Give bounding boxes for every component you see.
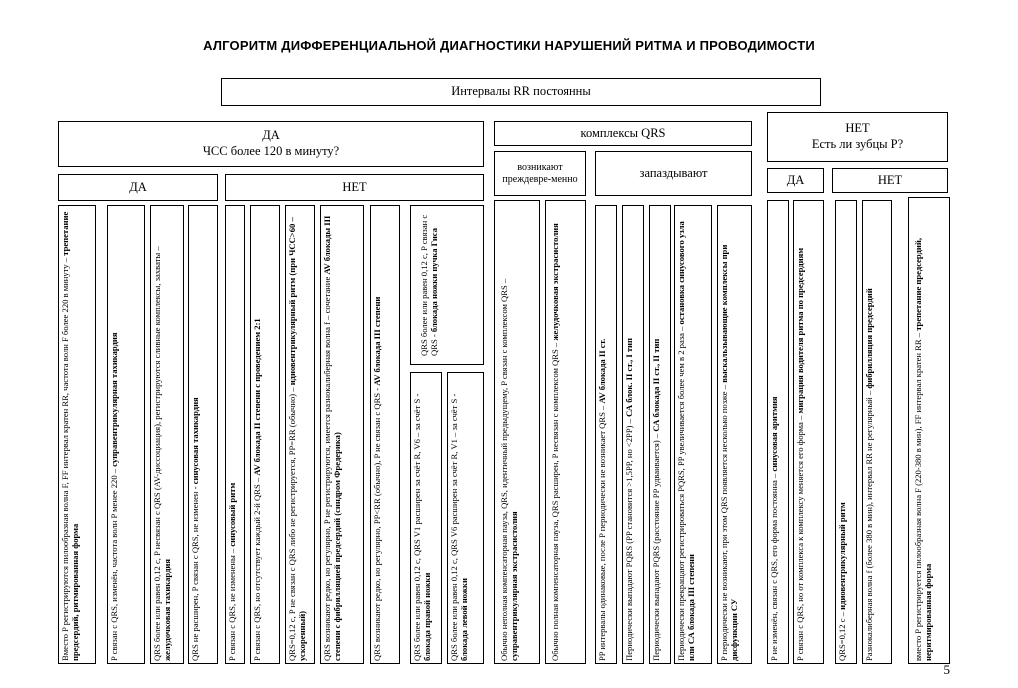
leaf-rbbb: QRS более или равен 0,12 с, QRS V1 расширен за счёт R, V6 – за счёт S - блокада правой ножки: [410, 372, 442, 664]
leaf-sa-block-type2: Периодически выпадают PQRS (расстояние PP удваивается) – СА блокада II ст., II тип: [649, 205, 671, 664]
qrs-label: комплексы QRS: [580, 125, 666, 140]
premature-label: возникают преждевре-менно: [502, 162, 578, 185]
hr-no-box: [225, 174, 484, 201]
hr-yes-label: ДА: [129, 179, 147, 194]
delayed-label: запаздывают: [639, 165, 708, 180]
page-number: 5: [943, 662, 950, 677]
leaf-sv-extrasystole: Обычно неполная компенсаторная пауза, QRS, идентичный предыдущему, P связан с комплексом QRS – суправентрикулярная экстрасистолия: [494, 200, 540, 664]
p-question: Есть ли зубцы P?: [811, 137, 904, 151]
p-no-label: НЕТ: [877, 172, 903, 187]
leaf-bundle-branch-block: [410, 205, 484, 365]
leaf-av-block-2-1: P связан с QRS, но отсутствует каждый 2-й QRS – AV блокада II степени с проведением 2:1: [250, 205, 280, 664]
leaf-text: QRS более или равен 0,12 с, P связан с QRS - блокада ножки пучка Гиса: [419, 214, 439, 356]
leaf-vt: QRS более или равен 0,12 с, P несвязан с QRS (AV-диссоциация), регистрируются сливные комплексы, захваты – желудочковая тахикардия: [150, 205, 184, 664]
leaf-idioventricular: QRS=0,12 с, P не связан с QRS либо не регистрируется, PP=RR (обычно) – идиовентрикулярный ритм (при ЧСС>60 – ускоренный): [285, 205, 315, 664]
leaf-atrial-fibrillation: Разнокалиберная волна f (более 380 в мин), интервал RR не регулярный – фибрилляция предсердий: [862, 200, 892, 664]
leaf-frederick-syndrome: QRS возникают редко, но регулярно, P не регистрируются, имеется разнокалиберная волна f – сочетание AV блокады III степени с фибрилляцией предсердий (синдром Фредерика): [320, 205, 364, 664]
yes-label: ДА: [262, 128, 280, 143]
leaf-idioventricular-rhythm: QRS=0,12 с – идиовентрикулярный ритм: [835, 200, 857, 664]
no-label: НЕТ: [845, 121, 870, 136]
leaf-v-extrasystole: Обычно полная компенсаторная пауза, QRS расширен, P несвязан с комплексом QRS – желудочковая экстрасистолия: [545, 200, 586, 664]
root-label: Интервалы RR постоянны: [451, 84, 591, 99]
qrs-complexes-box: [494, 121, 752, 146]
delayed-box: [595, 151, 752, 196]
p-question-box: [767, 112, 948, 162]
leaf-sinus-arrest: Периодически прекращают регистрироваться PQRS, PP увеличивается более чем в 2 раза – остановка синусового узла или СА блокада III степени: [674, 205, 712, 664]
leaf-svt: P связан с QRS, изменён, частота волн P менее 220 – суправентрикулярная тахикардия: [107, 205, 145, 664]
p-yes-box: [767, 168, 824, 193]
leaf-sinus-rhythm: P связан с QRS, не изменены – синусовый ритм: [225, 205, 245, 664]
p-yes-label: ДА: [786, 172, 805, 187]
leaf-atrial-flutter-rhythmic: Вместо P регистрируются пилообразная волна F, FF интервал кратен RR, частота волн F более 220 в минуту – трепетание предсердий, ритмированная форма: [58, 205, 96, 664]
hr-question: ЧСС более 120 в минуту?: [202, 144, 340, 158]
leaf-lbbb: QRS более или равен 0,12 с, QRS V6 расширен за счёт R, V1 – за счёт S - блокада левой ножки: [447, 372, 484, 664]
leaf-av-block-2: PP интервалы одинаковые, после P периодически не возникает QRS – AV блокада II ст.: [595, 205, 617, 664]
root-box: [221, 78, 821, 106]
leaf-escape-complexes: P периодически не возникают, при этом QRS появляется несколько позже – выскальзывающие комплексы при дисфункции СУ: [717, 205, 752, 664]
hr-yes-box: [58, 174, 218, 201]
premature-box: [494, 151, 586, 196]
leaf-sa-block-type1: Периодически выпадают PQRS (PP становится >1,5PP, но <2PP) – СА блок. II ст., I тип: [622, 205, 644, 664]
leaf-atrial-flutter-irregular: вместо P регистрируется пилообразная волна F (220-380 в мин), FF интервал кратен RR – трепетание предсердий, неритмированная форма: [908, 197, 950, 664]
hr-question-box: [58, 121, 484, 167]
p-no-box: [832, 168, 948, 193]
leaf-av-block-3: QRS возникают редко, но регулярно, PP<RR (обычно), P не связан с QRS - AV блокада III степени: [370, 205, 400, 664]
leaf-wandering-pacemaker: P связан с QRS, но от комплекса к комплексу меняется его форма – миграция водителя ритма по предсердиям: [793, 200, 824, 664]
page-title: АЛГОРИТМ ДИФФЕРЕНЦИАЛЬНОЙ ДИАГНОСТИКИ НАРУШЕНИЙ РИТМА И ПРОВОДИМОСТИ: [203, 38, 815, 53]
hr-no-label: НЕТ: [342, 179, 367, 194]
leaf-sinus-arrhythmia: P не изменён, связан с QRS, его форма постоянна – синусовая аритмия: [767, 200, 789, 664]
leaf-sinus-tachy: QRS не расширен, P связан с QRS, не изменен - синусовая тахикардия: [188, 205, 218, 664]
